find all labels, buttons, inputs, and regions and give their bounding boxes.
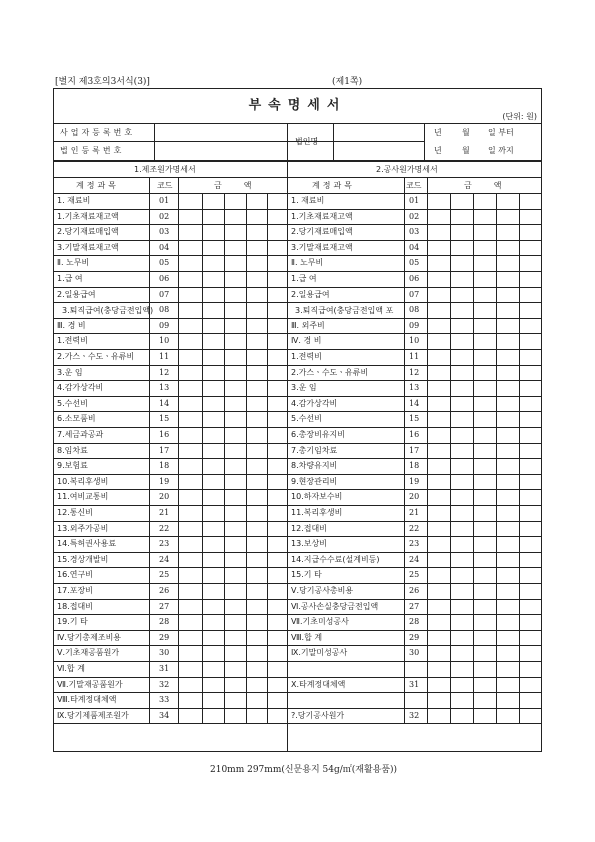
right-account-label: Ⅳ. 경 비 xyxy=(291,336,322,346)
right-account-code: 05 xyxy=(409,258,420,268)
left-col-code: 코드 xyxy=(157,181,173,190)
right-account-label: 2.당기재료매입액 xyxy=(291,227,353,237)
right-account-code: 19 xyxy=(409,476,420,486)
left-account-code: 02 xyxy=(159,211,170,221)
left-account-label: Ⅴ.기초재공품원가 xyxy=(57,648,120,658)
right-account-label: 5.수선비 xyxy=(291,414,322,424)
left-account-label: Ⅳ.당기총제조비용 xyxy=(57,632,122,642)
left-account-label: Ⅲ. 경 비 xyxy=(57,320,86,330)
table-row-divider xyxy=(54,287,541,288)
column-divider xyxy=(178,177,179,723)
page-title: 부속명세서 xyxy=(248,98,347,113)
right-account-label: Ⅶ.기초미성공사 xyxy=(291,617,349,627)
left-account-code: 21 xyxy=(159,508,170,517)
right-account-code: 30 xyxy=(409,648,420,658)
statement-form xyxy=(53,88,542,752)
left-account-code: 34 xyxy=(159,710,170,720)
right-account-label: 11.복리후생비 xyxy=(291,508,343,517)
left-account-label: Ⅵ.합 계 xyxy=(57,664,85,673)
left-account-code: 06 xyxy=(159,274,170,283)
divider xyxy=(333,123,334,161)
left-account-label: 5.수선비 xyxy=(57,398,88,408)
left-account-label: 1.기초재료재고액 xyxy=(57,211,119,221)
table-row-divider xyxy=(54,599,541,600)
left-account-code: 20 xyxy=(159,492,170,502)
period-to-month: 월 xyxy=(462,146,470,155)
left-account-code: 25 xyxy=(159,570,170,580)
right-account-label: Ⅹ.타계정대체액 xyxy=(291,679,346,689)
right-account-code: 18 xyxy=(409,461,420,471)
right-account-code: 31 xyxy=(409,679,420,689)
left-account-label: Ⅱ. 노무비 xyxy=(57,258,90,268)
left-account-label: 6.소모품비 xyxy=(57,414,96,424)
left-account-label: 1.전력비 xyxy=(57,336,88,346)
left-account-label: 8.임차료 xyxy=(57,445,88,455)
right-section-title: 2.공사원가명세서 xyxy=(376,165,438,174)
biz-reg-no-label: 사업자등록번호 xyxy=(60,128,136,137)
right-account-label: 7.총기임차료 xyxy=(291,445,338,455)
left-account-code: 26 xyxy=(159,586,170,595)
right-account-code: 03 xyxy=(409,227,420,237)
table-row-divider xyxy=(54,427,541,428)
left-account-label: 1. 재료비 xyxy=(57,196,91,205)
divider xyxy=(287,123,288,161)
left-account-label: 4.감가상각비 xyxy=(57,383,104,393)
left-account-code: 29 xyxy=(159,632,170,642)
divider xyxy=(54,160,541,162)
unit-label: (단위: 원) xyxy=(502,112,537,121)
left-account-label: 10.복리후생비 xyxy=(57,476,109,486)
left-account-label: 3.퇴직급여(충당금전입액) xyxy=(62,306,154,316)
right-account-label: 1.급 여 xyxy=(291,274,317,283)
right-account-code: 06 xyxy=(409,274,420,283)
column-divider xyxy=(427,177,428,723)
left-account-label: 9.보험료 xyxy=(57,461,88,471)
left-account-label: 14.특허권사용료 xyxy=(57,539,117,549)
left-account-code: 27 xyxy=(159,601,170,611)
right-account-code: 23 xyxy=(409,539,420,549)
table-row-divider xyxy=(54,567,541,568)
right-account-code: 21 xyxy=(409,508,420,517)
right-account-code: 12 xyxy=(409,367,420,377)
right-account-code: 14 xyxy=(409,398,420,408)
table-row-divider xyxy=(54,349,541,350)
right-account-label: 15.기 타 xyxy=(291,570,322,580)
table-row-divider xyxy=(54,505,541,506)
left-section-title: 1.제조원가명세서 xyxy=(134,165,196,174)
left-account-label: Ⅸ.당기제품제조원가 xyxy=(57,710,129,720)
table-row-divider xyxy=(54,365,541,366)
right-account-code: 04 xyxy=(409,242,420,252)
table-row-divider xyxy=(54,723,541,724)
left-account-label: 2.당기재료매입액 xyxy=(57,227,119,237)
left-account-label: 3.기말재료재고액 xyxy=(57,242,119,252)
right-account-label: Ⅵ.공사손실충당금전입액 xyxy=(291,601,379,611)
period-to-day: 일 까지 xyxy=(488,146,514,155)
right-account-code: 07 xyxy=(409,289,420,299)
right-account-label: Ⅴ.당기공사총비용 xyxy=(291,586,354,595)
table-row-divider xyxy=(54,661,541,662)
divider xyxy=(424,123,425,161)
divider xyxy=(54,141,424,142)
right-account-code: 17 xyxy=(409,445,420,455)
left-account-code: 04 xyxy=(159,242,170,252)
table-row-divider xyxy=(54,614,541,615)
right-account-label: 13.보상비 xyxy=(291,539,327,549)
left-account-label: 18.접대비 xyxy=(57,601,93,611)
left-col-account: 계정과목 xyxy=(76,181,119,190)
left-account-code: 08 xyxy=(159,305,170,315)
right-account-code: 27 xyxy=(409,601,420,611)
left-account-code: 16 xyxy=(159,430,170,439)
table-row-divider xyxy=(54,552,541,553)
right-account-label: 10.하자보수비 xyxy=(291,492,343,502)
right-col-code: 코드 xyxy=(406,181,422,190)
right-account-label: 4.감가상각비 xyxy=(291,398,338,408)
page-number: (제1쪽) xyxy=(332,77,363,87)
table-row-divider xyxy=(54,521,541,522)
column-divider xyxy=(149,177,150,723)
period-to-year: 년 xyxy=(434,146,442,155)
left-account-label: 13.외주가공비 xyxy=(57,523,109,533)
right-account-label: 1.기초재료재고액 xyxy=(291,211,353,221)
left-account-label: 19.기 타 xyxy=(57,617,88,627)
table-row-divider xyxy=(54,255,541,256)
right-account-code: 01 xyxy=(409,196,420,205)
right-account-label: Ⅲ. 외주비 xyxy=(291,320,325,330)
right-account-label: 14.지급수수료(설계비등) xyxy=(291,554,380,564)
corp-name-label: 법인명 xyxy=(295,137,319,146)
right-account-code: 25 xyxy=(409,570,420,580)
left-account-label: Ⅷ.타계정대체액 xyxy=(57,695,117,705)
left-account-label: 11.여비교통비 xyxy=(57,492,109,502)
left-account-code: 01 xyxy=(159,196,170,205)
left-account-label: 7.세금과공과 xyxy=(57,430,104,439)
table-row-divider xyxy=(54,708,541,709)
table-row-divider xyxy=(54,458,541,459)
right-account-code: 13 xyxy=(409,383,420,393)
table-row-divider xyxy=(54,692,541,693)
left-account-label: 17.포장비 xyxy=(57,586,93,595)
right-col-account: 계정과목 xyxy=(312,181,355,190)
right-account-code: 08 xyxy=(409,305,420,315)
left-account-code: 24 xyxy=(159,554,170,564)
divider xyxy=(54,177,541,178)
left-account-label: 2.가스ㆍ수도ㆍ유류비 xyxy=(57,352,135,361)
left-col-amount: 금액 xyxy=(214,181,274,190)
right-account-label: 3.퇴직급여(충당금전입액 포 xyxy=(295,306,394,316)
table-row-divider xyxy=(54,240,541,241)
table-row-divider xyxy=(54,380,541,381)
left-account-code: 31 xyxy=(159,664,170,673)
table-row-divider xyxy=(54,645,541,646)
right-account-code: 32 xyxy=(409,710,420,720)
left-account-code: 09 xyxy=(159,320,170,330)
right-account-code: 02 xyxy=(409,211,420,221)
left-account-label: 12.통신비 xyxy=(57,508,93,517)
left-account-code: 13 xyxy=(159,383,170,393)
left-account-code: 11 xyxy=(159,352,170,361)
paper-spec: 210mm 297mm(신문용지 54g/㎡(재활용품)) xyxy=(210,765,398,775)
left-account-code: 19 xyxy=(159,476,170,486)
right-account-label: Ⅱ. 노무비 xyxy=(291,258,324,268)
right-account-label: 2.일용급여 xyxy=(291,289,330,299)
right-account-label: 1. 재료비 xyxy=(291,196,325,205)
table-row-divider xyxy=(54,224,541,225)
left-account-code: 05 xyxy=(159,258,170,268)
right-col-amount: 금액 xyxy=(464,181,524,190)
left-account-code: 12 xyxy=(159,367,170,377)
left-account-label: 2.일용급여 xyxy=(57,289,96,299)
left-account-code: 30 xyxy=(159,648,170,658)
right-account-code: 29 xyxy=(409,632,420,642)
table-row-divider xyxy=(54,396,541,397)
right-account-label: 12.접대비 xyxy=(291,523,327,533)
table-row-divider xyxy=(54,271,541,272)
left-account-code: 28 xyxy=(159,617,170,627)
right-account-code: 16 xyxy=(409,430,420,439)
period-from-day: 일 부터 xyxy=(488,128,514,137)
table-row-divider xyxy=(54,536,541,537)
table-row-divider xyxy=(54,489,541,490)
right-account-label: 8.차량유지비 xyxy=(291,461,338,471)
divider xyxy=(154,123,155,161)
left-account-label: 3.운 임 xyxy=(57,367,83,377)
right-account-code: 09 xyxy=(409,320,420,330)
left-account-code: 33 xyxy=(159,695,170,705)
table-row-divider xyxy=(54,411,541,412)
table-row-divider xyxy=(54,630,541,631)
left-account-code: 14 xyxy=(159,398,170,408)
left-account-code: 18 xyxy=(159,461,170,471)
left-account-code: 23 xyxy=(159,539,170,549)
right-account-code: 15 xyxy=(409,414,420,424)
left-account-code: 32 xyxy=(159,679,170,689)
table-row-divider xyxy=(54,209,541,210)
table-row-divider xyxy=(54,333,541,334)
divider xyxy=(54,193,541,194)
right-account-label: 3.운 임 xyxy=(291,383,317,393)
left-account-code: 15 xyxy=(159,414,170,424)
right-account-label: ?.당기공사원가 xyxy=(291,710,345,720)
table-row-divider xyxy=(54,443,541,444)
right-account-code: 20 xyxy=(409,492,420,502)
left-account-label: Ⅶ.기말재공품원가 xyxy=(57,679,123,689)
right-account-code: 10 xyxy=(409,336,420,346)
left-account-label: 1.급 여 xyxy=(57,274,83,283)
table-row-divider xyxy=(54,318,541,319)
left-account-code: 10 xyxy=(159,336,170,346)
left-account-code: 03 xyxy=(159,227,170,237)
right-account-label: 2.가스ㆍ수도ㆍ유류비 xyxy=(291,367,369,377)
right-account-label: 1.전력비 xyxy=(291,352,322,361)
right-account-label: 9.현장관리비 xyxy=(291,476,338,486)
right-account-label: Ⅷ.합 계 xyxy=(291,632,323,642)
left-account-code: 22 xyxy=(159,523,170,533)
table-row-divider xyxy=(54,583,541,584)
right-account-code: 11 xyxy=(409,352,420,361)
table-row-divider xyxy=(54,677,541,678)
center-divider xyxy=(287,162,288,752)
left-account-code: 17 xyxy=(159,445,170,455)
period-from-year: 년 xyxy=(434,128,442,137)
right-account-label: Ⅸ.기말미성공사 xyxy=(291,648,348,658)
form-id: [별지 제3호의3서식(3)] xyxy=(55,77,150,87)
left-account-label: 15.경상개발비 xyxy=(57,554,109,564)
table-row-divider xyxy=(54,302,541,303)
table-row-divider xyxy=(54,474,541,475)
right-account-label: 6.총장비유지비 xyxy=(291,430,346,439)
right-account-label: 3.기말재료재고액 xyxy=(291,242,353,252)
left-account-code: 07 xyxy=(159,289,170,299)
right-account-code: 24 xyxy=(409,554,420,564)
left-account-label: 16.연구비 xyxy=(57,570,93,580)
column-divider xyxy=(404,177,405,723)
right-account-code: 26 xyxy=(409,586,420,595)
right-account-code: 28 xyxy=(409,617,420,627)
corp-reg-no-label: 법인등록번호 xyxy=(60,146,125,155)
period-from-month: 월 xyxy=(462,128,470,137)
right-account-code: 22 xyxy=(409,523,420,533)
divider xyxy=(54,123,541,124)
